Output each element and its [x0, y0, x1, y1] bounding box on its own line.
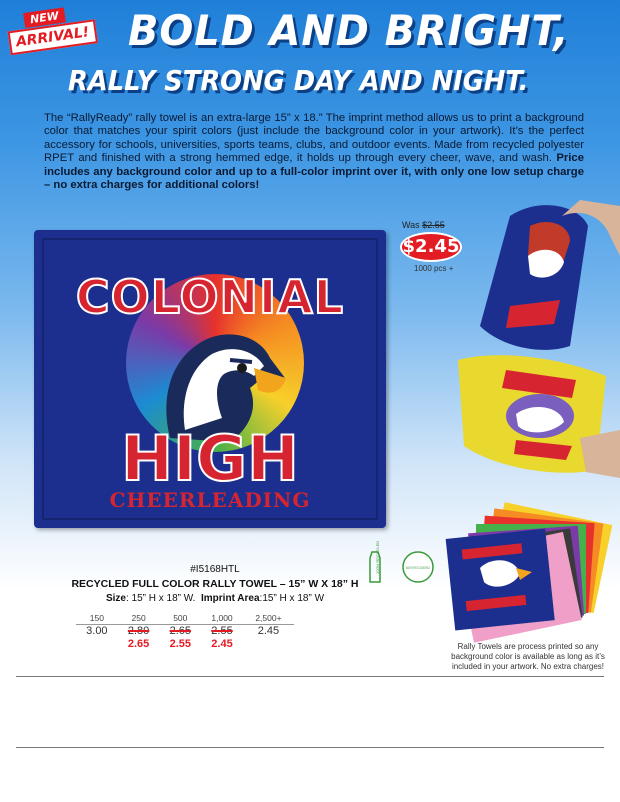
divider-line	[16, 747, 604, 748]
qty-2500: 2,500+	[243, 613, 294, 624]
product-title: RECYCLED FULL COLOR RALLY TOWEL – 15” W X 18” H	[71, 578, 359, 590]
was-price-value: $2.55	[422, 220, 445, 230]
qty-250: 250	[118, 613, 160, 624]
price-quantity: 1000 pcs +	[414, 264, 454, 273]
product-size	[0, 593, 430, 604]
qty-500: 500	[159, 613, 201, 624]
towel-product-image	[34, 230, 386, 528]
color-caption: Rally Towels are process printed so any background color is available as long as it’s included in your artwork. No extra charges!	[451, 642, 605, 671]
towel-text-cheerleading: CHEERLEADING	[109, 488, 311, 512]
imprint-value: :15” H x 18” W	[259, 593, 325, 604]
price-150: 3.00	[86, 624, 108, 637]
headline-line1: BOLD AND BRIGHT,	[128, 6, 570, 55]
sale-price-250: 2.65	[127, 637, 150, 650]
headline-line2: RALLY STRONG DAY AND NIGHT.	[68, 64, 529, 97]
price-2500: 2.45	[257, 624, 280, 637]
towel-text-high: HIGH	[121, 422, 299, 495]
qty-1000: 1,000	[201, 613, 243, 624]
hand-waving-towel-photo	[470, 196, 620, 356]
sale-price-1000: 2.45	[211, 637, 233, 650]
body-bold-text: Price includes any background color and up to a full-color imprint over it, with only one low setup charge – no extra charges for additional colors!	[44, 152, 584, 192]
price-1000: 2.55	[211, 624, 233, 637]
sale-price-row	[76, 637, 294, 650]
sale-price-500: 2.55	[169, 637, 191, 650]
qty-150: 150	[76, 613, 118, 624]
size-label: Size	[105, 593, 126, 604]
price-badge	[394, 220, 468, 280]
was-price	[402, 220, 445, 230]
body-text: The “RallyReady” rally towel is an extra-large 15” x 18.” The imprint method allows us to print a background color that matches your spirit colors (just include the background color in your artwork). It’s the perfect accessory for schools, universities, sports teams, clubs, and outdoor events. Made from recycled polyester RPET and finished with a strong hemmed edge, it holds up through every cheer, wave, and wash.	[44, 112, 584, 165]
was-label: Was	[402, 220, 420, 230]
badge-new: NEW	[23, 7, 66, 28]
price-250: 2.80	[127, 624, 150, 637]
sale-price: $2.45	[400, 232, 462, 262]
product-code: #I5168HTL	[190, 564, 240, 575]
yellow-towel-photo	[456, 350, 620, 480]
imprint-label: Imprint Area	[201, 593, 260, 604]
body-copy	[44, 112, 584, 192]
size-value: : 15” H x 18” W.	[125, 593, 196, 604]
badge-arrival: ARRIVAL!	[8, 19, 98, 55]
color-options-fan-photo	[436, 508, 620, 638]
price-table	[76, 613, 294, 650]
divider-line	[16, 676, 604, 677]
towel-text-colonial: COLONIAL	[75, 270, 345, 324]
regular-price-row	[76, 624, 294, 637]
quantity-row	[76, 613, 294, 624]
price-500: 2.65	[169, 624, 191, 637]
bottle-icon-text: 100% RECYCLED	[375, 540, 380, 574]
seal-icon-text: MADE WITH RECYCLED MATERIALS	[406, 565, 431, 570]
